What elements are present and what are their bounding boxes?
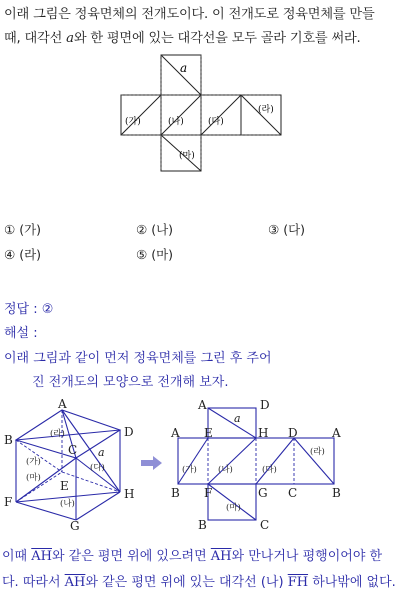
question-line-1: 이래 그림은 정육면체의 전개도이다. 이 전개도로 정육면체를 만들 xyxy=(4,7,375,22)
cube-label-na: (나) xyxy=(60,499,75,509)
cube-label-D: D xyxy=(124,425,134,439)
cube-label-a: a xyxy=(98,446,105,459)
cube-label-ma: (마) xyxy=(26,473,41,483)
cube-label-B: B xyxy=(4,433,13,447)
label-ga: (가) xyxy=(125,117,141,127)
net2-r1-A2: A xyxy=(332,426,341,440)
label-a: a xyxy=(180,61,188,75)
solution-line-2: 진 전개도의 모양으로 전개해 보자. xyxy=(32,375,229,390)
cube-label-G: G xyxy=(70,519,80,530)
diagonal-ra xyxy=(241,95,281,135)
net2-top-A: A xyxy=(198,398,207,412)
cube-label-da: (다) xyxy=(90,463,105,473)
net2-r2-G: G xyxy=(258,486,268,500)
net2-bot-B: B xyxy=(198,518,207,532)
question-line-2: 때, 대각선 a와 한 평면에 있는 대각선을 모두 골라 기호를 써라. xyxy=(4,31,361,46)
diagonal-na xyxy=(161,95,201,135)
label-ra: (라) xyxy=(258,105,274,115)
cube-label-ra: (라) xyxy=(50,429,65,439)
net2-r1-A: A xyxy=(171,426,180,440)
answer-line: 정답 : ② xyxy=(4,302,54,317)
solution-line-3: 이때 $\overline{AH}$와 같은 평면 위에 있으려면 $\overline{AH}$와 만나거나 평행이어야 한 xyxy=(2,549,383,564)
cube-label-A: A xyxy=(58,398,67,411)
net2-face-ma: (마) xyxy=(226,503,241,513)
cube-diag-ma xyxy=(16,440,62,472)
choice-2[interactable]: ② (나) xyxy=(136,222,174,237)
net2-face-na: (나) xyxy=(218,465,233,475)
solution-line-4: 다. 따라서 $\overline{AH}$와 같은 평면 위에 있는 대각선 (나) $\overline{FH}$ 하나밖에 없다. xyxy=(2,575,396,590)
net2-r1-E: E xyxy=(204,426,213,440)
diagonal-ga xyxy=(121,95,161,135)
net2-top-D: D xyxy=(260,398,270,412)
net2-face-da: (다) xyxy=(262,465,277,475)
choice-4[interactable]: ④ (라) xyxy=(4,247,42,262)
labeled-net-figure xyxy=(168,396,352,534)
solution-heading: 해설 : xyxy=(4,326,38,341)
choice-1[interactable]: ① (가) xyxy=(4,222,42,237)
answer-value: ② xyxy=(41,302,54,317)
cube-label-ga: (가) xyxy=(26,457,41,467)
arrow-right-icon xyxy=(140,455,164,471)
net2-face-a: a xyxy=(234,412,241,425)
cube-label-E: E xyxy=(60,479,69,493)
label-na: (나) xyxy=(168,117,184,127)
net2-r1-H: H xyxy=(258,426,269,440)
net2-face-ga: (가) xyxy=(182,465,197,475)
cube-label-F: F xyxy=(4,495,13,509)
label-ma: (마) xyxy=(179,151,195,161)
variable-a: a xyxy=(66,31,74,46)
diagonal-da xyxy=(201,95,241,135)
cube-figure xyxy=(2,398,152,530)
net2-r2-B2: B xyxy=(332,486,341,500)
cube-label-C: C xyxy=(68,443,78,457)
net2-bot-C: C xyxy=(260,518,270,532)
net2-r2-C: C xyxy=(288,486,298,500)
cube-net-figure xyxy=(115,52,285,174)
net2-r2-F: F xyxy=(204,486,213,500)
net2-r1-D: D xyxy=(288,426,298,440)
choice-5[interactable]: ⑤ (마) xyxy=(136,247,174,262)
net2-face-ra: (라) xyxy=(310,447,325,457)
solution-line-1: 이래 그림과 같이 먼저 정육면체를 그린 후 주어 xyxy=(4,351,272,366)
cube-label-H: H xyxy=(124,487,135,501)
choice-3[interactable]: ③ (다) xyxy=(268,222,306,237)
net2-r2-B: B xyxy=(171,486,180,500)
label-da: (다) xyxy=(208,117,224,127)
